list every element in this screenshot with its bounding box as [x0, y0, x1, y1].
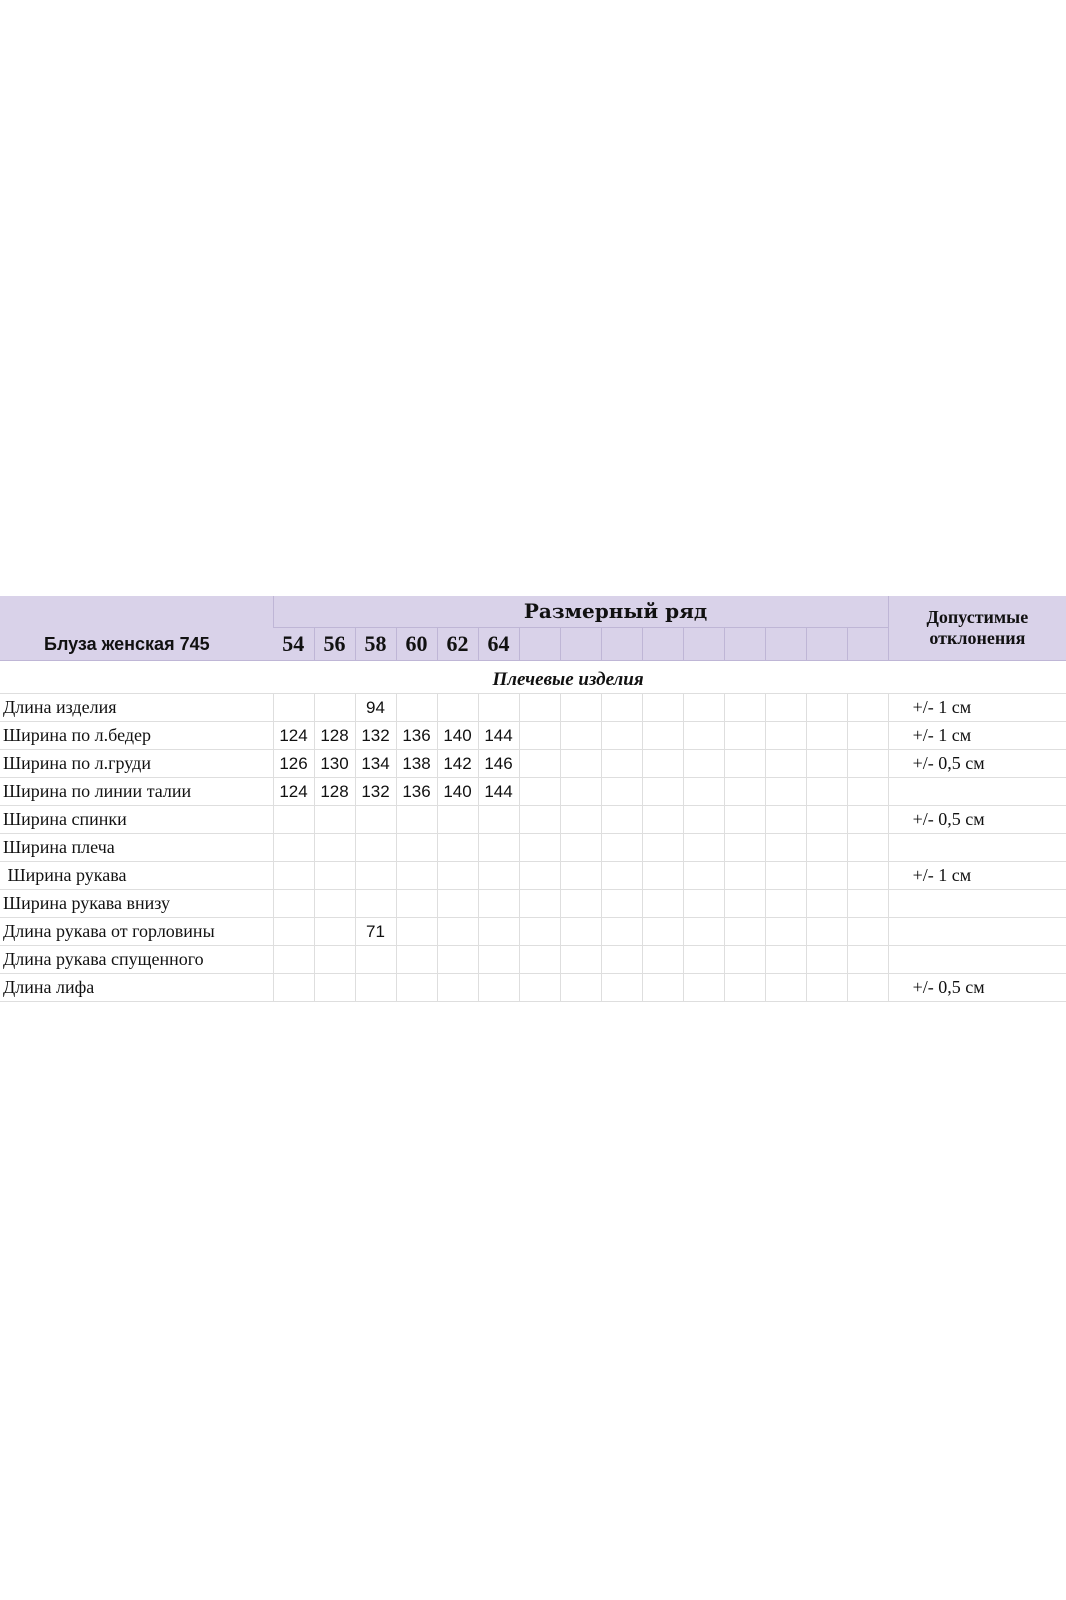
empty-cell	[519, 694, 560, 722]
size-header-cell: 64	[478, 628, 519, 661]
measurement-value	[314, 918, 355, 946]
empty-header-cell	[560, 628, 601, 661]
empty-header-cell	[806, 628, 847, 661]
measurement-value	[396, 694, 437, 722]
empty-cell	[806, 862, 847, 890]
empty-cell	[601, 778, 642, 806]
measurement-row	[0, 722, 1066, 750]
measurement-value	[437, 834, 478, 862]
tolerance-header-line1: Допустимые	[926, 607, 1029, 627]
empty-header-cell	[519, 628, 560, 661]
measurement-row	[0, 750, 1066, 778]
measurement-value	[478, 974, 519, 1002]
empty-cell	[683, 722, 724, 750]
empty-cell	[601, 722, 642, 750]
measurement-value: 128	[314, 778, 355, 806]
measurement-label: Длина изделия	[0, 694, 273, 722]
measurement-value: 144	[478, 722, 519, 750]
empty-cell	[847, 834, 888, 862]
empty-cell	[765, 694, 806, 722]
measurement-value	[273, 918, 314, 946]
measurement-label: Ширина спинки	[0, 806, 273, 834]
measurement-label: Ширина по л.бедер	[0, 722, 273, 750]
empty-cell	[724, 750, 765, 778]
empty-cell	[560, 862, 601, 890]
empty-cell	[642, 750, 683, 778]
measurement-value	[314, 890, 355, 918]
empty-cell	[806, 974, 847, 1002]
tolerance-value	[888, 946, 1066, 974]
measurement-row	[0, 778, 1066, 806]
empty-cell	[806, 890, 847, 918]
empty-cell	[724, 694, 765, 722]
empty-cell	[847, 750, 888, 778]
empty-cell	[683, 974, 724, 1002]
empty-cell	[806, 946, 847, 974]
measurement-value	[396, 834, 437, 862]
measurement-value: 130	[314, 750, 355, 778]
empty-cell	[806, 750, 847, 778]
measurement-value	[396, 890, 437, 918]
empty-cell	[642, 694, 683, 722]
measurement-value: 138	[396, 750, 437, 778]
tolerance-value: +/- 0,5 см	[888, 974, 1066, 1002]
empty-cell	[560, 750, 601, 778]
empty-cell	[601, 862, 642, 890]
measurement-label: Длина рукава спущенного	[0, 946, 273, 974]
empty-cell	[765, 834, 806, 862]
measurement-value	[273, 834, 314, 862]
measurement-value	[355, 946, 396, 974]
measurement-row	[0, 918, 1066, 946]
measurement-value	[478, 834, 519, 862]
empty-cell	[560, 918, 601, 946]
empty-cell	[847, 806, 888, 834]
empty-cell	[601, 918, 642, 946]
measurement-value: 140	[437, 778, 478, 806]
measurement-value	[396, 946, 437, 974]
tolerance-value: +/- 1 см	[888, 722, 1066, 750]
empty-cell	[765, 778, 806, 806]
empty-header-cell	[601, 628, 642, 661]
empty-cell	[642, 806, 683, 834]
empty-cell	[642, 918, 683, 946]
empty-cell	[806, 918, 847, 946]
empty-cell	[683, 834, 724, 862]
tolerance-value	[888, 778, 1066, 806]
empty-cell	[847, 946, 888, 974]
measurement-value	[437, 946, 478, 974]
empty-cell	[806, 722, 847, 750]
empty-cell	[724, 918, 765, 946]
empty-cell	[642, 862, 683, 890]
measurement-value	[478, 806, 519, 834]
empty-cell	[765, 806, 806, 834]
empty-cell	[806, 806, 847, 834]
empty-cell	[519, 890, 560, 918]
empty-cell	[519, 974, 560, 1002]
empty-cell	[765, 862, 806, 890]
measurement-value: 134	[355, 750, 396, 778]
empty-header-cell	[724, 628, 765, 661]
empty-cell	[724, 806, 765, 834]
tolerance-value: +/- 1 см	[888, 694, 1066, 722]
measurement-row	[0, 806, 1066, 834]
measurement-label: Ширина рукава внизу	[0, 890, 273, 918]
empty-cell	[806, 834, 847, 862]
measurement-label: Ширина рукава	[0, 862, 273, 890]
empty-cell	[765, 750, 806, 778]
empty-cell	[560, 834, 601, 862]
section-title: Плечевые изделия	[0, 666, 1066, 694]
measurement-row	[0, 862, 1066, 890]
empty-cell	[724, 862, 765, 890]
measurement-value: 140	[437, 722, 478, 750]
measurement-value: 128	[314, 722, 355, 750]
empty-cell	[683, 750, 724, 778]
measurement-label: Ширина по линии талии	[0, 778, 273, 806]
measurement-value	[437, 862, 478, 890]
measurement-row	[0, 834, 1066, 862]
empty-cell	[847, 722, 888, 750]
size-header-cell: 56	[314, 628, 355, 661]
measurement-value: 144	[478, 778, 519, 806]
measurement-row	[0, 890, 1066, 918]
measurement-value	[355, 862, 396, 890]
measurement-value	[437, 974, 478, 1002]
empty-cell	[601, 834, 642, 862]
empty-cell	[683, 862, 724, 890]
measurement-value	[478, 890, 519, 918]
empty-header-cell	[683, 628, 724, 661]
measurement-label: Длина лифа	[0, 974, 273, 1002]
empty-cell	[683, 694, 724, 722]
empty-header-cell	[642, 628, 683, 661]
tolerance-header	[888, 596, 1066, 661]
empty-cell	[519, 862, 560, 890]
measurement-value	[314, 806, 355, 834]
measurement-value: 124	[273, 778, 314, 806]
size-header-cell: 54	[273, 628, 314, 661]
measurement-label: Ширина плеча	[0, 834, 273, 862]
empty-cell	[683, 918, 724, 946]
empty-cell	[847, 890, 888, 918]
empty-cell	[765, 890, 806, 918]
empty-cell	[601, 974, 642, 1002]
measurement-value	[478, 918, 519, 946]
measurement-value: 132	[355, 778, 396, 806]
measurement-value	[355, 890, 396, 918]
measurement-value: 142	[437, 750, 478, 778]
measurement-value	[437, 890, 478, 918]
tolerance-value: +/- 0,5 см	[888, 806, 1066, 834]
measurement-value	[396, 806, 437, 834]
measurement-value	[314, 946, 355, 974]
measurement-value: 132	[355, 722, 396, 750]
empty-cell	[560, 946, 601, 974]
empty-cell	[642, 974, 683, 1002]
empty-cell	[519, 778, 560, 806]
size-header-cell: 62	[437, 628, 478, 661]
measurement-value	[478, 946, 519, 974]
empty-cell	[765, 918, 806, 946]
size-header-cell: 58	[355, 628, 396, 661]
empty-cell	[560, 974, 601, 1002]
measurement-value	[478, 694, 519, 722]
empty-cell	[519, 750, 560, 778]
tolerance-value	[888, 890, 1066, 918]
measurement-row	[0, 694, 1066, 722]
tolerance-value	[888, 834, 1066, 862]
measurement-value	[396, 862, 437, 890]
empty-cell	[519, 918, 560, 946]
measurement-row	[0, 974, 1066, 1002]
empty-cell	[519, 806, 560, 834]
empty-cell	[560, 778, 601, 806]
empty-cell	[683, 778, 724, 806]
empty-cell	[847, 778, 888, 806]
measurement-value	[396, 918, 437, 946]
measurement-label: Ширина по л.груди	[0, 750, 273, 778]
empty-cell	[683, 890, 724, 918]
measurement-value: 126	[273, 750, 314, 778]
measurement-label: Длина рукава от горловины	[0, 918, 273, 946]
empty-cell	[601, 806, 642, 834]
empty-cell	[847, 974, 888, 1002]
empty-cell	[765, 946, 806, 974]
empty-cell	[765, 974, 806, 1002]
section-row	[0, 666, 1066, 694]
empty-cell	[847, 918, 888, 946]
empty-header-cell	[765, 628, 806, 661]
tolerance-value: +/- 1 см	[888, 862, 1066, 890]
measurement-value: 136	[396, 778, 437, 806]
empty-cell	[560, 806, 601, 834]
empty-cell	[642, 834, 683, 862]
measurement-value	[355, 834, 396, 862]
empty-cell	[601, 946, 642, 974]
measurement-value: 124	[273, 722, 314, 750]
empty-cell	[601, 694, 642, 722]
empty-cell	[519, 946, 560, 974]
size-series-title: Размерный ряд	[273, 596, 888, 628]
empty-cell	[601, 750, 642, 778]
empty-cell	[847, 862, 888, 890]
measurement-value	[437, 694, 478, 722]
measurement-value	[478, 862, 519, 890]
empty-cell	[724, 974, 765, 1002]
measurement-value	[314, 834, 355, 862]
measurement-value	[437, 806, 478, 834]
tolerance-value: +/- 0,5 см	[888, 750, 1066, 778]
measurement-value	[355, 806, 396, 834]
measurement-value: 71	[355, 918, 396, 946]
measurement-value	[314, 974, 355, 1002]
empty-cell	[724, 834, 765, 862]
tolerance-value	[888, 918, 1066, 946]
measurement-value: 136	[396, 722, 437, 750]
measurement-value	[396, 974, 437, 1002]
measurement-value	[273, 694, 314, 722]
size-chart-table	[0, 596, 1066, 1002]
empty-cell	[806, 778, 847, 806]
measurement-value	[273, 974, 314, 1002]
measurement-value	[273, 946, 314, 974]
empty-cell	[683, 946, 724, 974]
measurement-value	[355, 974, 396, 1002]
empty-cell	[724, 778, 765, 806]
measurement-value	[273, 806, 314, 834]
empty-cell	[724, 890, 765, 918]
empty-cell	[601, 890, 642, 918]
measurement-value: 146	[478, 750, 519, 778]
header-row-top	[0, 596, 1066, 628]
size-header-cell: 60	[396, 628, 437, 661]
measurement-value: 94	[355, 694, 396, 722]
empty-cell	[560, 890, 601, 918]
empty-cell	[642, 890, 683, 918]
tolerance-header-line2: отклонения	[929, 628, 1026, 648]
empty-cell	[765, 722, 806, 750]
empty-cell	[806, 694, 847, 722]
empty-cell	[724, 722, 765, 750]
empty-cell	[519, 834, 560, 862]
measurement-row	[0, 946, 1066, 974]
empty-cell	[642, 722, 683, 750]
empty-cell	[519, 722, 560, 750]
measurement-value	[437, 918, 478, 946]
empty-cell	[560, 694, 601, 722]
measurement-value	[314, 862, 355, 890]
empty-cell	[642, 778, 683, 806]
empty-cell	[683, 806, 724, 834]
empty-cell	[642, 946, 683, 974]
measurement-value	[314, 694, 355, 722]
empty-cell	[560, 722, 601, 750]
empty-header-cell	[847, 628, 888, 661]
empty-cell	[724, 946, 765, 974]
measurement-value	[273, 890, 314, 918]
measurement-value	[273, 862, 314, 890]
empty-cell	[847, 694, 888, 722]
product-title: Блуза женская 745	[0, 596, 273, 661]
